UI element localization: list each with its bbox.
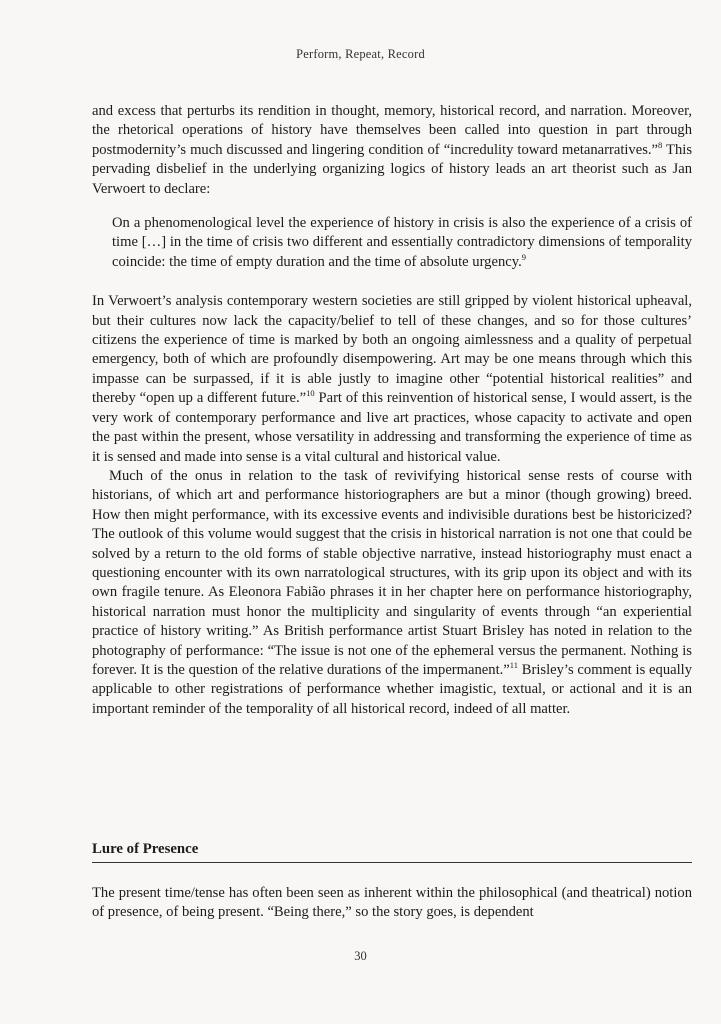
paragraph-2-text-b: Part of this reinvention of historical sense, I would assert, is the very work of contemporary performance and live art practices, whose capacity to activate and open the past within the present, whose versatility in addressing and transforming the experience of time as it is sensed and made into sense is a vital cultural and historical value. [92, 390, 692, 465]
paragraph-1-text-b: This pervading disbelief in the underlying organizing logics of history leads an art theorist such as Jan Verwoert to declare: [92, 141, 692, 197]
body-text [92, 102, 692, 719]
section-paragraph-1: The present time/tense has often been seen as inherent within the philosophical (and theatrical) notion of presence, of being present. “Being there,” so the story goes, is dependent [92, 885, 692, 921]
page-number: 30 [354, 949, 367, 963]
paragraph-2-text-a: In Verwoert’s analysis contemporary western societies are still gripped by violent historical upheaval, but their cultures now lack the capacity/belief to tell of these changes, and so for those cultures’ citizens the experience of time is marked by both an ongoing aimlessness and a quality of perpetual emergency, both of which are profoundly disempowering. Art may be one means through which this impasse can be surpassed, if it is able justly to imagine other “potential historical realities” and thereby “open up a different future.” [92, 293, 692, 407]
paragraph-2 [92, 292, 692, 467]
paragraph-1-text-a: and excess that perturbs its rendition in thought, memory, historical record, and narration. Moreover, the rhetorical operations of history have themselves been called into question in part through postmodernity’s much discussed and lingering condition of “incredulity toward metanarratives.” [92, 103, 692, 158]
running-head: Perform, Repeat, Record [296, 47, 425, 61]
footnote-marker-8: 8 [658, 139, 663, 150]
paragraph-3-text-b: Brisley’s comment is equally applicable to other registrations of performance whether imagistic, textual, or actional and it is an important reminder of the temporality of all historical record, indeed of all matter. [92, 661, 692, 717]
section-heading: Lure of Presence [92, 841, 692, 863]
footnote-marker-9: 9 [521, 251, 526, 262]
paragraph-3 [92, 467, 692, 719]
block-quote [112, 214, 692, 272]
footnote-marker-10: 10 [306, 388, 315, 399]
paragraph-3-text-a: Much of the onus in relation to the task of revivifying historical sense rests of course with historians, of which art and performance historiographers are but a minor (though growing) breed. How then might performance, with its excessive events and indivisible durations best be historicized? The outlook of this volume would suggest that the crisis in historical narration is not one that could be solved by a return to the old forms of stable objective narrative, instead historiography must enact a questioning encounter with its own narratological structures, with its grip upon its object and with its own fragile tenure. As Eleonora Fabião phrases it in her chapter here on performance historiography, historical narration must honor the multiplicity and singularity of events through “an experiential practice of history writing.” As British performance artist Stuart Brisley has noted in relation to the photography of performance: “The issue is not one of the ephemeral versus the permanent. Nothing is forever. It is the question of the relative durations of the impermanent.” [92, 467, 692, 678]
footnote-marker-11: 11 [509, 659, 518, 670]
paragraph-1 [92, 102, 692, 199]
block-quote-text: On a phenomenological level the experience of history in crisis is also the experience of a crisis of time […] in the time of crisis two different and essentially contradictory dimensions of temporality coincide: the time of empty duration and the time of absolute urgency. [112, 215, 692, 270]
